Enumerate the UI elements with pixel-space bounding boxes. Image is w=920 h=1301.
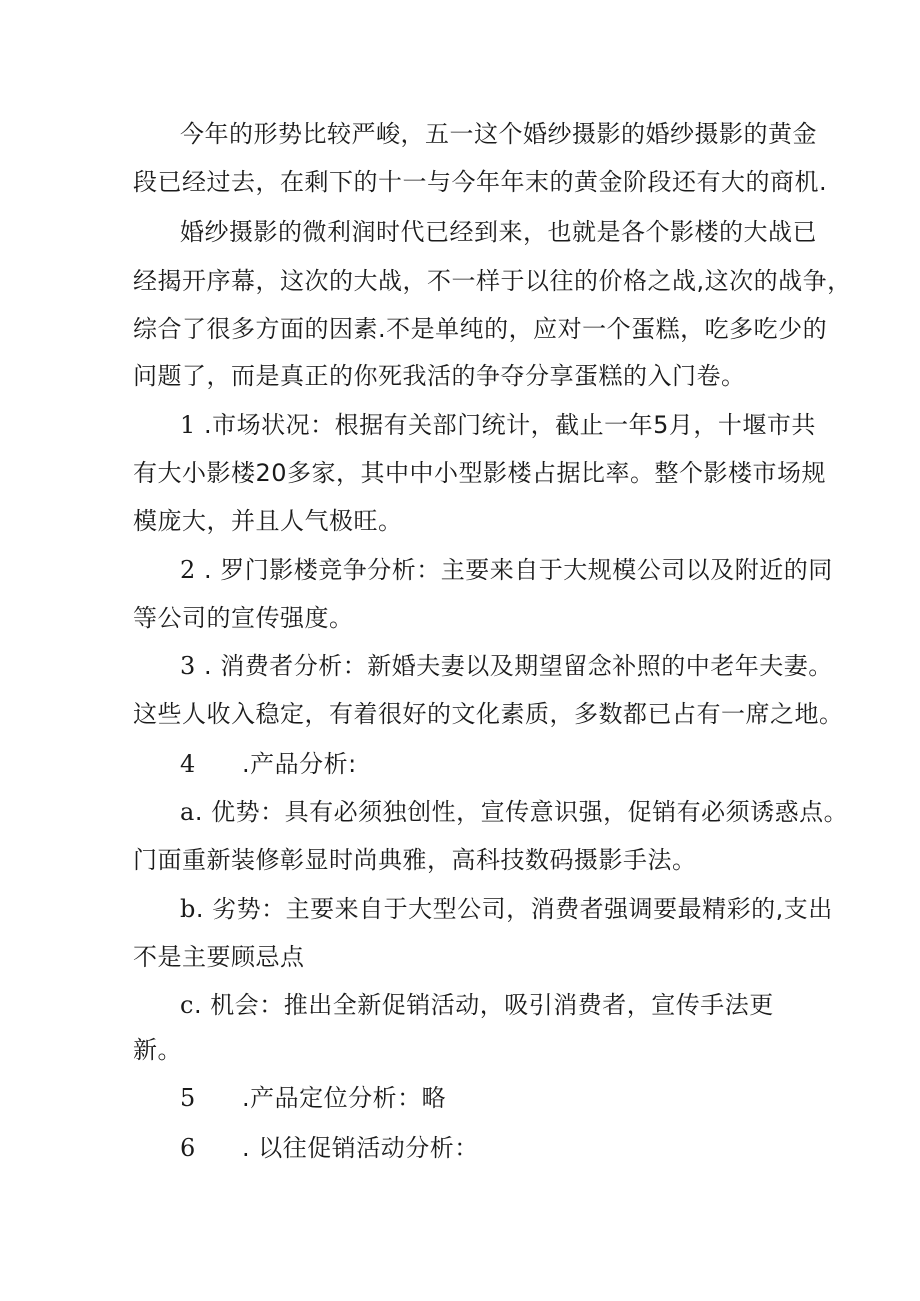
list-item-4-number: 4 — [180, 750, 196, 778]
list-item-4-line-1 — [180, 744, 357, 784]
list-item-a-line-2: 门面重新装修彰显时尚典雅，高科技数码摄影手法。 — [133, 846, 697, 874]
list-item-a-text: . 优势：具有必须独创性，宣传意识强，促销有必须诱惑点。 — [194, 798, 849, 826]
list-item-6-text: . 以往促销活动分析： — [242, 1134, 479, 1162]
list-item-5-number: 5 — [180, 1084, 196, 1112]
list-item-a-letter: a — [180, 798, 195, 826]
list-item-3-line-2: 这些人收入稳定，有着很好的文化素质，多数都已占有一席之地。 — [133, 700, 844, 728]
list-item-5-text: .产品定位分析：略 — [242, 1084, 447, 1112]
list-item-2-number: 2 — [180, 556, 196, 584]
list-item-b-line-2: 不是主要顾忌点 — [133, 943, 305, 971]
list-item-2-line-1 — [180, 550, 833, 590]
list-item-b-line-1 — [180, 889, 833, 929]
list-item-1-line-1 — [180, 405, 816, 445]
list-item-3-line-1 — [180, 646, 833, 686]
list-item-2-text: . 罗门影楼竞争分析：主要来自于大规模公司以及附近的同 — [204, 556, 833, 584]
list-item-6-number: 6 — [180, 1134, 196, 1162]
list-item-3-text: . 消费者分析：新婚夫妻以及期望留念补照的中老年夫妻。 — [204, 652, 833, 680]
list-item-c-text: . 机会：推出全新促销活动，吸引消费者，宣传手法更 — [193, 991, 774, 1019]
list-item-6-line-1 — [180, 1128, 479, 1168]
paragraph-2-line-1: 婚纱摄影的微利润时代已经到来，也就是各个影楼的大战已 — [180, 218, 817, 246]
list-item-a-line-1 — [180, 792, 848, 832]
list-item-1-line-2: 有大小影楼20多家，其中中小型影楼占据比率。整个影楼市场规 — [133, 459, 827, 487]
list-item-3-number: 3 — [180, 652, 196, 680]
paragraph-1-line-2: 段已经过去，在剩下的十一与今年年末的黄金阶段还有大的商机. — [133, 168, 828, 196]
list-item-c-letter: c — [180, 991, 194, 1019]
list-item-2-line-2: 等公司的宣传强度。 — [133, 604, 354, 632]
list-item-1-number: 1 — [180, 411, 196, 439]
list-item-5-line-1 — [180, 1078, 446, 1118]
list-item-b-letter: b — [180, 895, 196, 923]
list-item-b-text: . 劣势：主要来自于大型公司，消费者强调要最精彩的,支出 — [195, 895, 833, 923]
list-item-1-line-3: 模庞大，并且人气极旺。 — [133, 507, 403, 535]
paragraph-1-line-1: 今年的形势比较严峻，五一这个婚纱摄影的婚纱摄影的黄金 — [180, 120, 817, 148]
list-item-c-line-2: 新。 — [133, 1036, 182, 1064]
list-item-4-text: .产品分析: — [242, 750, 357, 778]
paragraph-2-line-2: 经揭开序幕，这次的大战，不一样于以往的价格之战,这次的战争， — [133, 267, 852, 295]
list-item-c-line-1 — [180, 985, 774, 1025]
paragraph-2-line-4: 问题了，而是真正的你死我活的争夺分享蛋糕的入门卷。 — [133, 362, 746, 390]
list-item-1-text: .市场状况：根据有关部门统计，截止一年5月，十堰市共 — [204, 411, 816, 439]
paragraph-2-line-3: 综合了很多方面的因素.不是单纯的，应对一个蛋糕，吃多吃少的 — [133, 315, 828, 343]
